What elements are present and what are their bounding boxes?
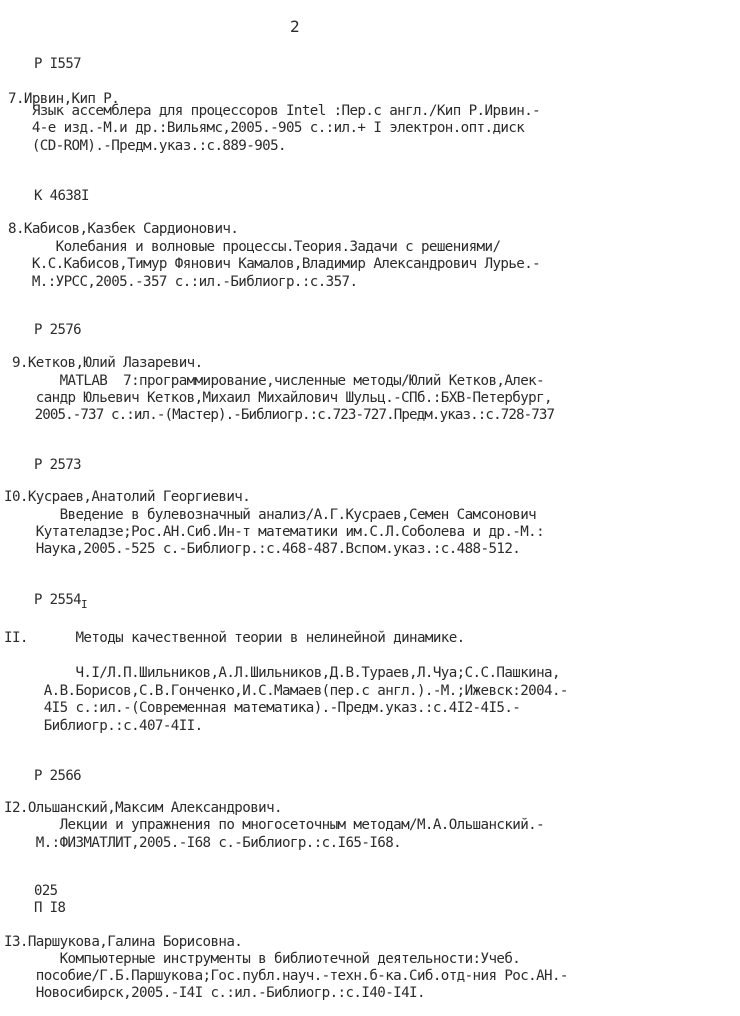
entry-line: Введение в булевозначный анализ/А.Г.Кусраев,Семен Самсонович [4, 507, 537, 523]
entry-line: сандр Юльевич Кетков,Михаил Михайлович Шульц.-СПб.:БХВ-Петербург, [4, 390, 552, 406]
entry-line: Кутателадзе;Рос.АН.Сиб.Ин-т математики им.С.Л.Соболева и др.-М.: [4, 524, 545, 540]
entry-line: Лекции и упражнения по многосеточным методам/М.А.Ольшанский.- [4, 817, 545, 833]
entry-line: 4-е изд.-М.и др.:Вильямс,2005.-905 с.:ил.+ I электрон.опт.диск [8, 120, 525, 136]
entry-line: Компьютерные инструменты в библиотечной деятельности:Учеб. [4, 951, 521, 967]
entry-line: пособие/Г.Б.Паршукова;Гос.публ.науч.-техн.б-ка.Сиб.отд-ния Рос.АН.- [4, 968, 568, 984]
shelf-mark: Р I557 [34, 56, 81, 72]
shelf-mark: Р 2576 [34, 322, 81, 338]
entry-line: Библиогр.:с.407-4II. [4, 718, 203, 734]
entry-line: I0.Кусраев,Анатолий Георгиевич. [4, 489, 251, 505]
shelf-mark-sub: I [80, 598, 88, 611]
shelf-mark: 025 [34, 883, 58, 899]
entry-line: Новосибирск,2005.-I4I с.:ил.-Библиогр.:с.I40-I4I. [4, 985, 425, 1001]
entry-line: I2.Ольшанский,Максим Александрович. [4, 800, 282, 816]
shelf-mark-main: Р 2554 [34, 592, 81, 608]
entry-line: Язык ассемблера для процессоров Intel :Пер.с англ./Кип Р.Ирвин.- [8, 103, 541, 119]
shelf-mark [34, 591, 87, 610]
entry-line: 8.Кабисов,Казбек Сардионович. [8, 221, 239, 237]
entry-line: 4I5 с.:ил.-(Современная математика).-Предм.указ.:с.4I2-4I5.- [4, 700, 521, 716]
shelf-mark: К 4638I [34, 188, 89, 204]
entry-line: Наука,2005.-525 с.-Библиогр.:с.468-487.Вспом.указ.:с.488-512. [4, 541, 521, 557]
shelf-mark-secondary: П I8 [34, 900, 66, 916]
entry-line: А.В.Борисов,С.В.Гонченко,И.С.Мамаев(пер.с англ.).-М.;Ижевск:2004.- [4, 683, 568, 699]
entry-line: 2005.-737 с.:ил.-(Мастер).-Библиогр.:с.723-727.Предм.указ.:с.728-737 [4, 407, 555, 423]
entry-line: М.:ФИЗМАТЛИТ,2005.-I68 с.-Библиогр.:с.I65-I68. [4, 835, 402, 851]
entry-line: II. Методы качественной теории в нелинейной динамике. [4, 630, 465, 646]
entry-line: М.:УРСС,2005.-357 с.:ил.-Библиогр.:с.357. [8, 274, 358, 290]
shelf-mark: Р 2566 [34, 768, 81, 784]
entry-line: MATLAB 7:программирование,численные методы/Юлий Кетков,Алек- [4, 373, 545, 389]
entry-line: К.С.Кабисов,Тимур Фянович Камалов,Владимир Александрович Лурье.- [8, 256, 541, 272]
entry-line: Ч.I/Л.П.Шильников,А.Л.Шильников,Д.В.Тураев,Л.Чуа;С.С.Пашкина, [4, 665, 560, 681]
entry-line: (CD-ROM).-Предм.указ.:с.889-905. [8, 138, 286, 154]
page-number: 2 [290, 17, 300, 36]
entry-line: 7.Ирвин,Кип Р. [8, 91, 120, 107]
shelf-mark: Р 2573 [34, 457, 81, 473]
entry-line: Колебания и волновые процессы.Теория.Задачи с решениями/ [8, 239, 501, 255]
entry-line: 9.Кетков,Юлий Лазаревич. [4, 355, 203, 371]
entry-line: I3.Паршукова,Галина Борисовна. [4, 934, 243, 950]
